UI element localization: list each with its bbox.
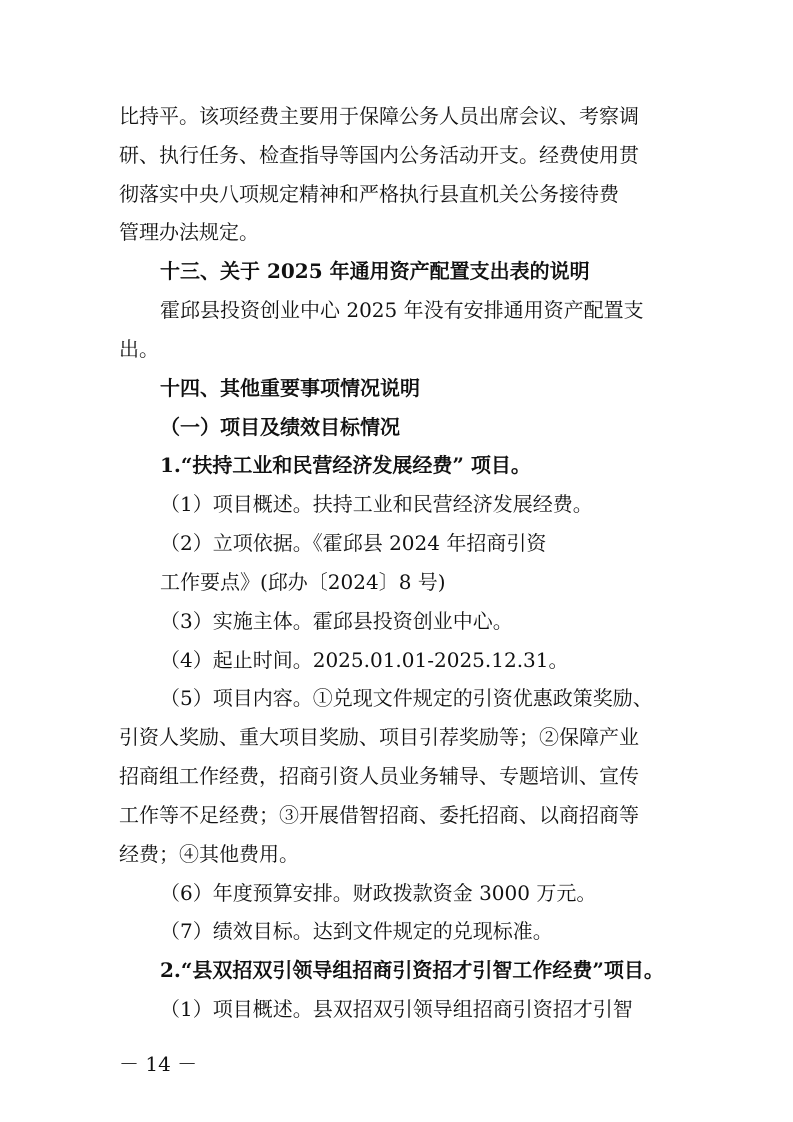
body-text-line: （1）项目概述。县双招双引领导组招商引资招才引智	[160, 997, 633, 1021]
body-text-line: （6）年度预算安排。财政拨款资金 3000 万元。	[160, 881, 597, 905]
body-text-line: 经费；④其他费用。	[119, 842, 299, 866]
body-text-line: （5）项目内容。①兑现文件规定的引资优惠政策奖励、	[160, 686, 653, 710]
section-heading: 十三、关于 2025 年通用资产配置支出表的说明	[160, 259, 590, 283]
page-number: － 14 －	[119, 1052, 198, 1076]
body-text-line: 彻落实中央八项规定精神和严格执行县直机关公务接待费	[119, 182, 619, 206]
body-text-line: （2）立项依据。《霍邱县 2024 年招商引资	[160, 531, 547, 555]
body-text-line: （3）实施主体。霍邱县投资创业中心。	[160, 609, 513, 633]
subsection-heading: （一）项目及绩效目标情况	[160, 415, 400, 439]
project-heading: 1.“扶持工业和民营经济发展经费” 项目。	[160, 453, 531, 477]
body-text-line: 工作要点》(邱办〔2024〕8 号)	[160, 570, 446, 594]
body-text-line: 比持平。该项经费主要用于保障公务人员出席会议、考察调	[119, 104, 639, 128]
body-text-line: 引资人奖励、重大项目奖励、项目引荐奖励等；②保障产业	[119, 725, 639, 749]
section-heading: 十四、其他重要事项情况说明	[160, 376, 420, 400]
body-text-line: 管理办法规定。	[119, 220, 259, 244]
body-text-line: （4）起止时间。2025.01.01-2025.12.31。	[160, 648, 569, 672]
body-text-line: （7）绩效目标。达到文件规定的兑现标准。	[160, 919, 553, 943]
body-text-line: 工作等不足经费；③开展借智招商、委托招商、以商招商等	[119, 803, 639, 827]
body-text-line: 研、执行任务、检查指导等国内公务活动开支。经费使用贯	[119, 143, 639, 167]
project-heading: 2.“县双招双引领导组招商引资招才引智工作经费”项目。	[160, 958, 664, 982]
body-text-line: 出。	[119, 337, 159, 361]
body-text-line: 招商组工作经费，招商引资人员业务辅导、专题培训、宣传	[119, 764, 639, 788]
body-text-line: 霍邱县投资创业中心 2025 年没有安排通用资产配置支	[160, 298, 644, 322]
body-text-line: （1）项目概述。扶持工业和民营经济发展经费。	[160, 492, 593, 516]
